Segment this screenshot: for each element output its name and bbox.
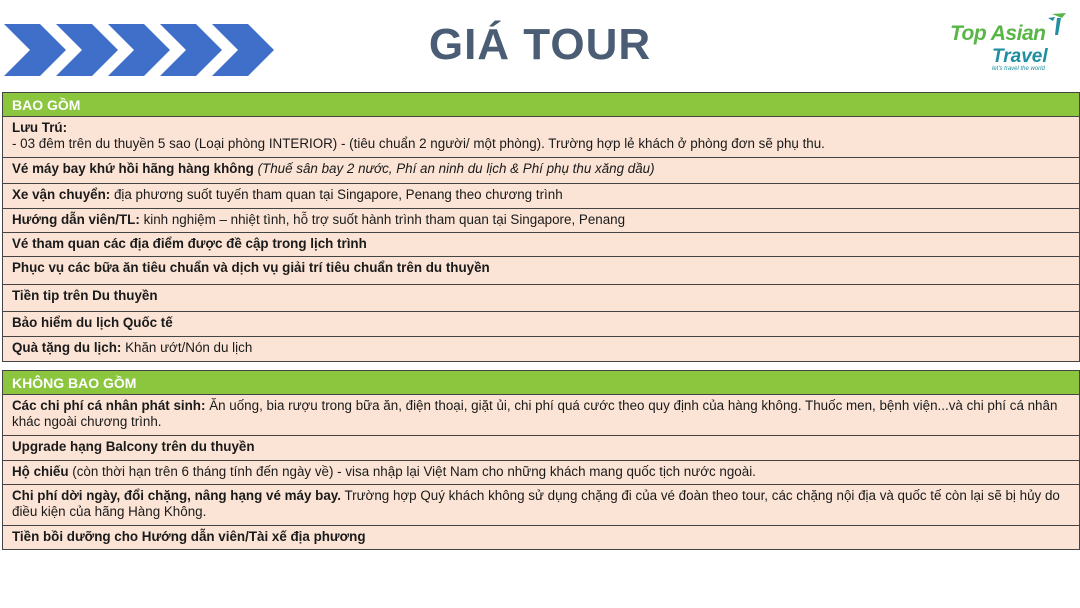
page-title: GIÁ TOUR (428, 20, 652, 69)
logo-text-top: Top Asian (950, 22, 1046, 45)
included-heading: BAO GỒM (2, 92, 1080, 117)
logo-tagline: let's travel the world (992, 66, 1045, 72)
excluded-row: Chi phí dời ngày, đổi chặng, nâng hạng vé máy bay. Trường hợp Quý khách không sử dụng chặng đi của vé đoàn theo tour, các chặng nội địa và quốc tế còn lại sẽ bị hủy do điều kiện của hãng Hàng Không. (2, 485, 1080, 526)
included-row: Quà tặng du lịch: Khăn ướt/Nón du lịch (2, 337, 1080, 362)
excluded-row: Upgrade hạng Balcony trên du thuyền (2, 436, 1080, 461)
included-row: Phục vụ các bữa ăn tiêu chuẩn và dịch vụ giải trí tiêu chuẩn trên du thuyền (2, 257, 1080, 285)
excluded-row: Tiền bồi dưỡng cho Hướng dẫn viên/Tài xế địa phương (2, 526, 1080, 550)
included-row: Bảo hiểm du lịch Quốc tế (2, 312, 1080, 337)
included-row: Vé máy bay khứ hồi hãng hàng không (Thuế sân bay 2 nước, Phí an ninh du lịch & Phí phụ thu xăng dầu) (2, 158, 1080, 184)
included-row: Vé tham quan các địa điểm được đề cập trong lịch trình (2, 233, 1080, 257)
palm-leaf-icon (1046, 12, 1068, 36)
included-row: Lưu Trú: - 03 đêm trên du thuyền 5 sao (Loại phòng INTERIOR) - (tiêu chuẩn 2 người/ một phòng). Trường hợp lẻ khách ở phòng đơn sẽ phụ thu. (2, 117, 1080, 158)
tour-price-table (2, 92, 1080, 550)
logo-text-bottom: Travel (992, 46, 1048, 67)
excluded-row: Hộ chiếu (còn thời hạn trên 6 tháng tính đến ngày về) - visa nhập lại Việt Nam cho những khách mang quốc tịch nước ngoài. (2, 461, 1080, 485)
excluded-row: Các chi phí cá nhân phát sinh: Ăn uống, bia rượu trong bữa ăn, điện thoại, giặt ủi, chi phí quá cước theo quy định của hàng không. Thuốc men, bệnh viện...và chi phí cá nhân khác ngoài chương trình. (2, 395, 1080, 436)
included-row: Hướng dẫn viên/TL: kinh nghiệm – nhiệt tình, hỗ trợ suốt hành trình tham quan tại Singapore, Penang (2, 209, 1080, 233)
included-row: Xe vận chuyển: địa phương suốt tuyến tham quan tại Singapore, Penang theo chương trình (2, 184, 1080, 209)
brand-logo (948, 12, 1072, 74)
excluded-heading: KHÔNG BAO GỒM (2, 370, 1080, 395)
page-header (0, 0, 1080, 92)
included-row: Tiền tip trên Du thuyền (2, 285, 1080, 312)
